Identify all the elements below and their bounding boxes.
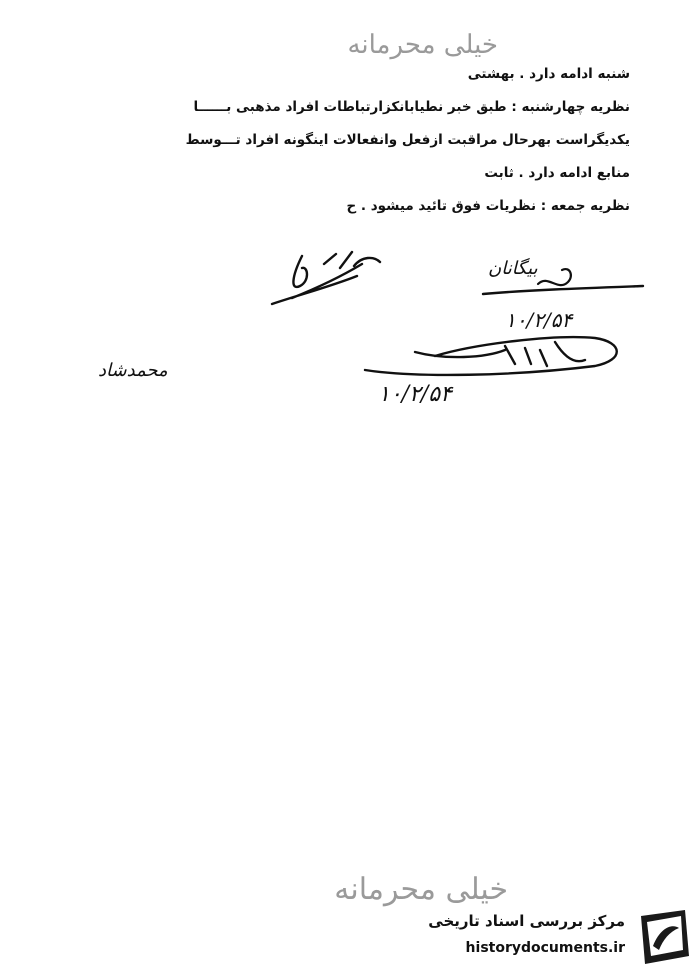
handwritten-name-left: محمدشاد [98,360,168,381]
date-handwritten-1: ۱۰/۲/۵۴ [505,308,573,332]
body-line-5: نظریه جمعه : نظریات فوق تائید میشود . ح [346,198,630,214]
archive-url[interactable]: historydocuments.ir [465,940,625,956]
archive-org-name: مرکز بررسی اسناد تاریخی [428,912,625,930]
confidential-stamp-bottom: خیلی محرمانه [334,872,508,907]
signature-scrawl-1 [262,246,392,310]
signature-underline-2 [478,256,648,306]
body-line-3: یکدیگراست بهرحال مراقبت ازفعل وانفعالات اینگونه افراد تـــوسط [185,132,630,148]
confidential-stamp-top: خیلی محرمانه [347,30,498,60]
date-handwritten-2: ۱۰/۲/۵۴ [378,382,452,407]
body-line-1: شنبه ادامه دارد . بهشتی [467,66,630,82]
signature-name-right: بیگانان [488,258,538,279]
signature-loop-3 [355,330,625,390]
body-line-4: منابع ادامه دارد . ثابت [484,165,630,181]
body-line-2: نظریه چهارشنبه : طبق خبر نطیابانکزارتباطات افراد مذهبی بــــــا [193,99,630,115]
archive-footer-logo[interactable] [420,906,695,968]
document-body [60,58,630,223]
archive-emblem-icon [633,906,695,968]
